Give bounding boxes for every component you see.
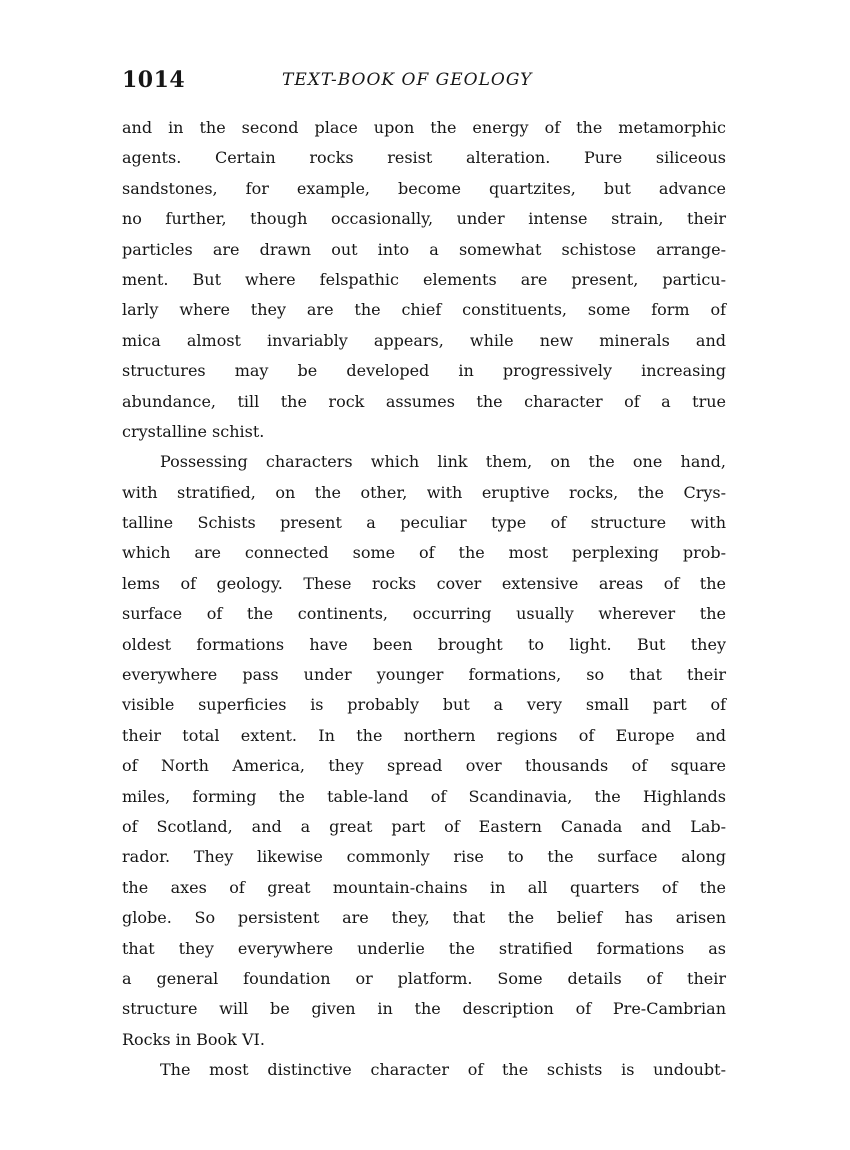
body-text xyxy=(122,113,726,1086)
text-line: The most distinctive character of the schists is undoubt- xyxy=(160,1060,726,1080)
text-line: oldest formations have been brought to light. But they xyxy=(122,634,726,654)
text-line: no further, though occasionally, under intense strain, their xyxy=(122,209,726,229)
text-line: larly where they are the chief constituents, some form of xyxy=(122,300,726,320)
text-line: that they everywhere underlie the stratified formations as xyxy=(122,938,726,958)
text-line: Rocks in Book VI. xyxy=(122,1029,265,1049)
text-line: and in the second place upon the energy of the metamorphic xyxy=(122,118,726,137)
text-line: Possessing characters which link them, on the one hand, xyxy=(160,452,726,472)
text-line: everywhere pass under younger formations, so that their xyxy=(122,665,726,685)
text-line: abundance, till the rock assumes the character of a true xyxy=(122,391,726,411)
text-line: mica almost invariably appears, while new minerals and xyxy=(122,330,726,350)
text-line: miles, forming the table-land of Scandinavia, the Highlands xyxy=(122,786,726,806)
text-line: rador. They likewise commonly rise to the surface along xyxy=(122,847,726,867)
text-line: structure will be given in the description of Pre-Cambrian xyxy=(122,999,726,1019)
text-line: which are connected some of the most perplexing prob- xyxy=(122,543,726,563)
running-title: TEXT-BOOK OF GEOLOGY xyxy=(282,70,533,90)
page-number: 1014 xyxy=(122,67,186,93)
page-header xyxy=(122,60,726,100)
text-line: structures may be developed in progressively increasing xyxy=(122,361,726,381)
text-line: sandstones, for example, become quartzites, but advance xyxy=(122,178,726,198)
text-line: lems of geology. These rocks cover extensive areas of the xyxy=(122,573,726,593)
text-line: particles are drawn out into a somewhat schistose arrange- xyxy=(122,239,726,259)
text-line: agents. Certain rocks resist alteration. Pure siliceous xyxy=(122,148,726,168)
text-line: a general foundation or platform. Some details of their xyxy=(122,968,726,988)
text-line: the axes of great mountain-chains in all quarters of the xyxy=(122,877,726,897)
text-line: crystalline schist. xyxy=(122,421,265,441)
text-line: of Scotland, and a great part of Eastern Canada and Lab- xyxy=(122,816,726,836)
text-line: their total extent. In the northern regions of Europe and xyxy=(122,725,726,745)
text-line: of North America, they spread over thousands of square xyxy=(122,756,726,776)
text-line: surface of the continents, occurring usually wherever the xyxy=(122,604,726,624)
text-line: visible superficies is probably but a very small part of xyxy=(122,695,726,715)
text-line: ment. But where felspathic elements are present, particu- xyxy=(122,269,726,289)
text-line: globe. So persistent are they, that the belief has arisen xyxy=(122,908,726,928)
text-line: with stratified, on the other, with eruptive rocks, the Crys- xyxy=(122,482,726,502)
text-line: talline Schists present a peculiar type of structure with xyxy=(122,513,726,533)
